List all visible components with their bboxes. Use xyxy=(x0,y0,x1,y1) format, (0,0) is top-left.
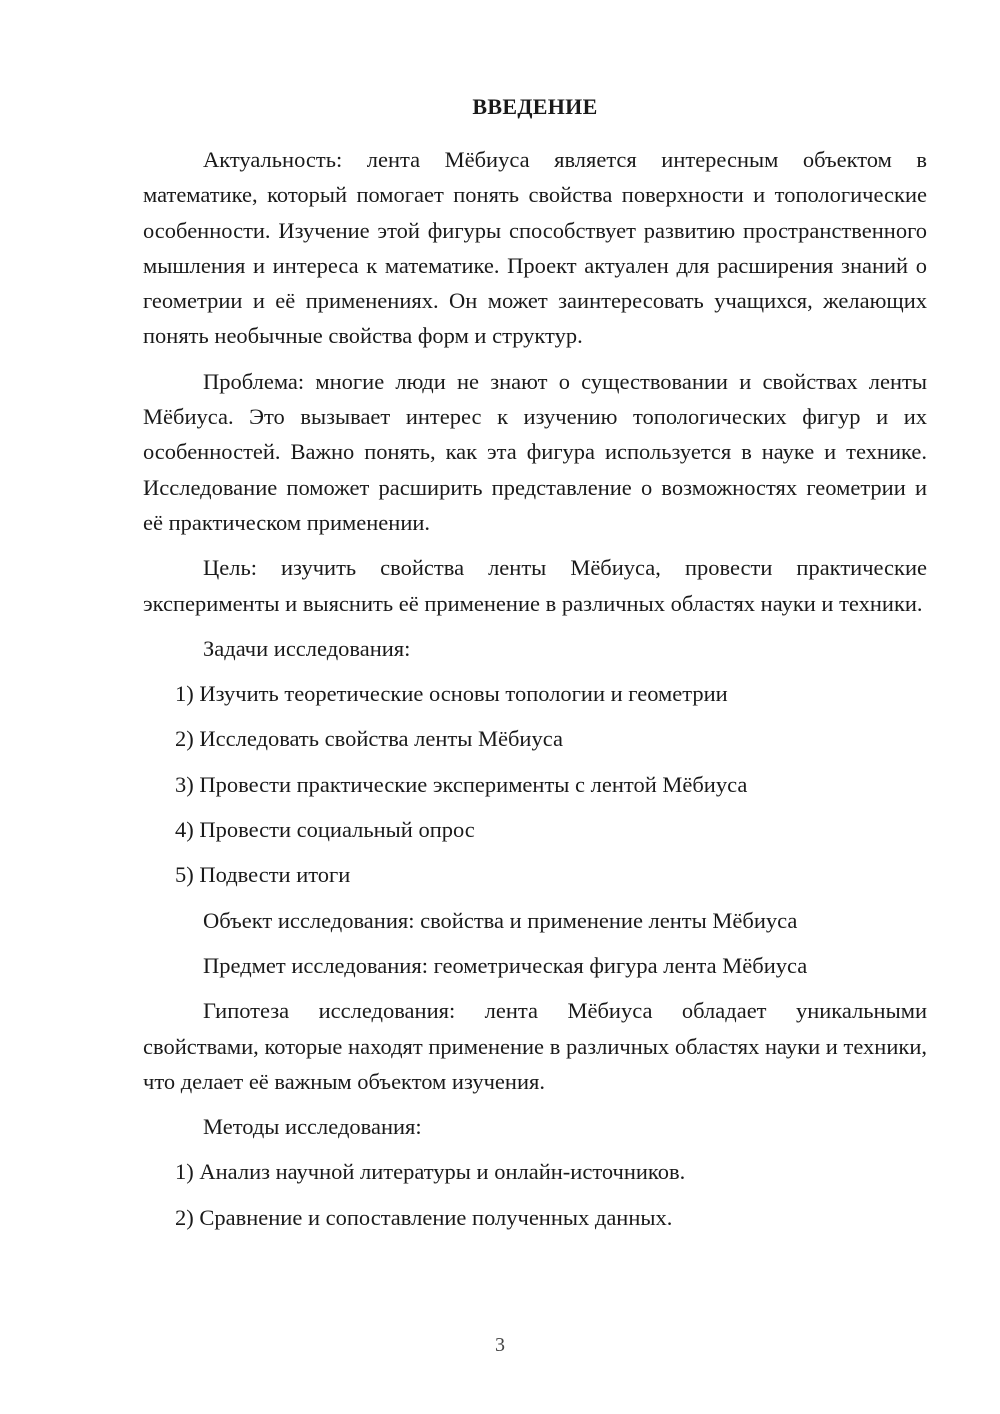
list-item: 1) Анализ научной литературы и онлайн-источников. xyxy=(175,1159,686,1185)
paragraph-problem: Проблема: многие люди не знают о существовании и свойствах ленты Мёбиуса. Это вызывает интерес к изучению топологических фигур и их особенностей. Важно понять, как эта фигура используется в науке и технике. Исследование поможет расширить представление о возможностях геометрии и её практическом применении. xyxy=(143,368,927,535)
methods-list xyxy=(143,1154,927,1235)
methods-heading: Методы исследования: xyxy=(203,1114,422,1140)
list-item: 4) Провести социальный опрос xyxy=(175,817,475,843)
paragraph-object: Объект исследования: свойства и применение ленты Мёбиуса xyxy=(203,907,798,933)
page-number: 3 xyxy=(495,1334,505,1356)
list-item: 1) Изучить теоретические основы топологии и геометрии xyxy=(175,681,728,707)
paragraph-goal: Цель: изучить свойства ленты Мёбиуса, провести практические эксперименты и выяснить её применение в различных областях науки и техники. xyxy=(143,555,927,616)
list-item: 2) Исследовать свойства ленты Мёбиуса xyxy=(175,726,563,752)
tasks-list xyxy=(143,676,927,892)
list-item: 5) Подвести итоги xyxy=(175,862,351,888)
page-title: ВВЕДЕНИЕ xyxy=(472,94,598,119)
document-body xyxy=(143,142,927,1245)
tasks-heading: Задачи исследования: xyxy=(203,635,411,661)
paragraph-relevance: Актуальность: лента Мёбиуса является интересным объектом в математике, который помогает понять свойства поверхности и топологические особенности. Изучение этой фигуры способствует развитию пространственного мышления и интереса к математике. Проект актуален для расширения знаний о геометрии и её применениях. Он может заинтересовать учащихся, желающих понять необычные свойства форм и структур. xyxy=(143,147,927,349)
paragraph-hypothesis: Гипотеза исследования: лента Мёбиуса обладает уникальными свойствами, которые находят применение в различных областях науки и техники, что делает её важным объектом изучения. xyxy=(143,998,927,1094)
paragraph-subject: Предмет исследования: геометрическая фигура лента Мёбиуса xyxy=(203,952,808,978)
list-item: 2) Сравнение и сопоставление полученных данных. xyxy=(175,1204,673,1230)
list-item: 3) Провести практические эксперименты с лентой Мёбиуса xyxy=(175,771,748,797)
